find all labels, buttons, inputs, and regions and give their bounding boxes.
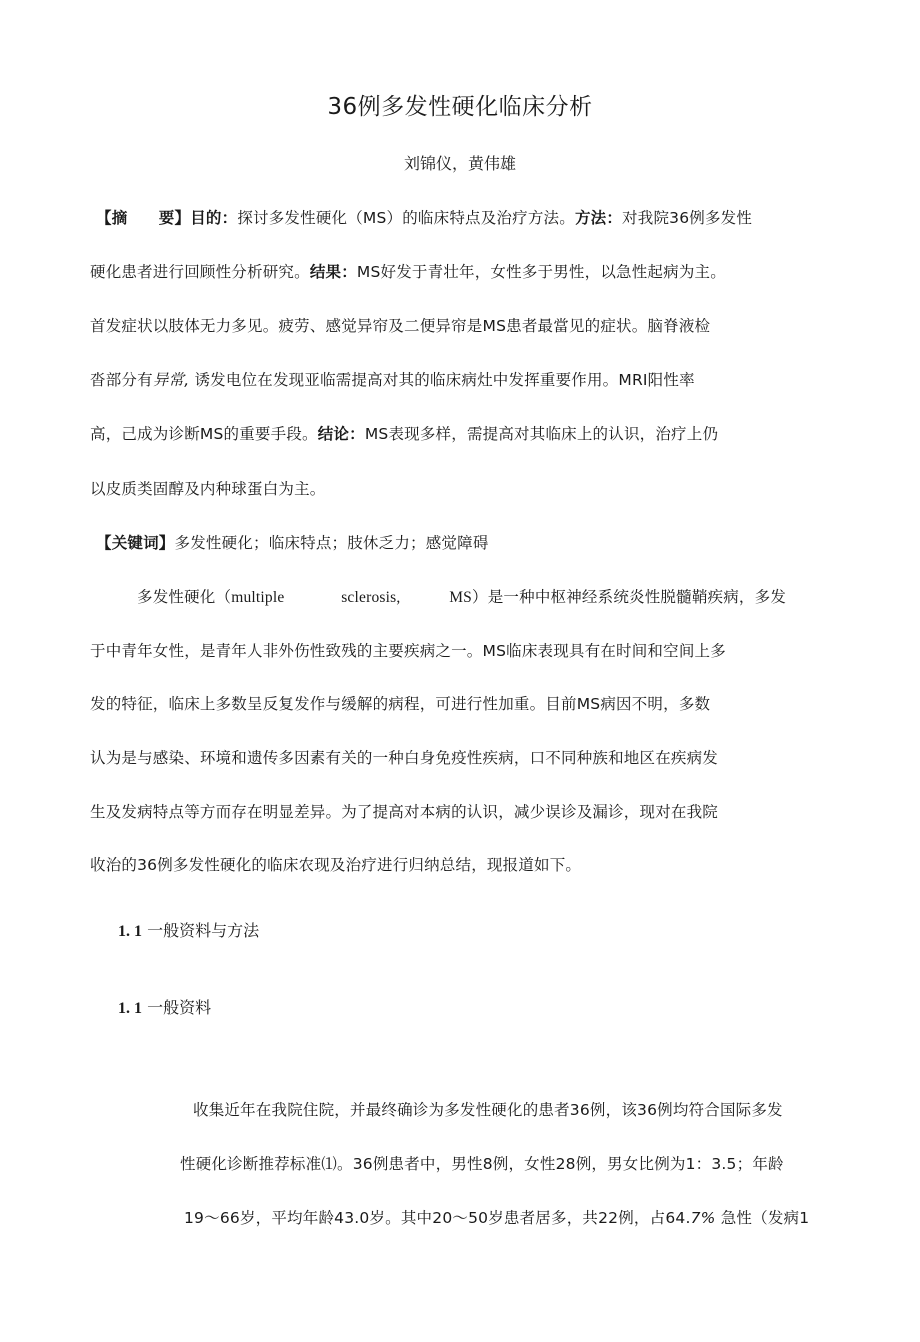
abstract-line-5	[90, 423, 718, 445]
subsection-heading	[118, 997, 211, 1020]
abstract-label: 【摘 要】	[96, 209, 191, 227]
abstract-text: 诱发电位在发现亚临需提高对其的临床病灶中发挥重要作用。MRI阳性率	[189, 371, 695, 389]
intro-text: 多发性硬化（	[137, 588, 232, 606]
intro-line-4: 认为是与感染、环境和遗传多因素有关的一种白身免疫性疾病，口不同种族和地区在疾病发	[90, 749, 719, 767]
abstract-line-6: 以皮质类固醇及内种球蛋白为主。	[90, 480, 326, 498]
intro-line-6: 收治的36例多发性硬化的临床农现及治疗进行归纳总结，现报道如下。	[90, 856, 582, 874]
abstract-italic-text: 异常,	[152, 371, 190, 389]
result-label: 结果：	[309, 263, 357, 281]
section-number: 1. 1	[118, 923, 142, 940]
section-title: 一般资料与方法	[147, 921, 260, 940]
method-label: 方法：	[574, 209, 623, 227]
body-italic-text: 7%	[690, 1209, 716, 1227]
abstract-text: 沓部分有	[90, 371, 153, 389]
objective-label: 目的：	[190, 209, 238, 227]
intro-line-5: 生及发病特点等方而存在明显差异。为了提高对本病的认识，减少误诊及漏诊，现对在我院	[90, 803, 719, 821]
subsection-title: 一般资料	[147, 998, 212, 1017]
method-text: 对我院36例多发性	[622, 209, 753, 227]
intro-line-2: 于中青年女性，是青年人非外伤性致残的主要疾病之一。MS临床表现具有在时间和空间上多	[90, 642, 726, 660]
keywords-line	[96, 532, 489, 554]
conclusion-text: MS表现多样，需提高对其临床上的认识，治疗上仍	[364, 425, 719, 443]
body-line-2: 性硬化诊断推荐标准⑴。36例患者中，男性8例，女性28例，男女比例为1：3.5；年龄	[180, 1155, 784, 1173]
keywords-label: 【关键词】	[96, 534, 175, 552]
abstract-line-1	[96, 207, 752, 229]
body-line-3	[184, 1207, 809, 1229]
intro-line-1	[137, 586, 786, 609]
conclusion-label: 结论：	[317, 425, 365, 443]
abstract-line-2	[90, 261, 726, 283]
page-title: 36例多发性硬化临床分析	[327, 94, 593, 120]
abstract-line-4	[90, 369, 695, 391]
objective-text: 探讨多发性硬化（MS）的临床特点及治疗方法。	[237, 209, 575, 227]
subsection-number: 1. 1	[118, 1000, 142, 1017]
abstract-line-3: 首发症状以肢体无力多见。疲劳、感觉异帘及二便异帘是MS患者最當见的症状。脑脊液检	[90, 317, 711, 335]
body-line-1: 收集近年在我院住院，并最终确诊为多发性硬化的患者36例，该36例均符合国际多发	[193, 1101, 783, 1119]
keywords-text: 多发性硬化；临床特点；肢休乏力；感觉障碍	[174, 534, 489, 552]
intro-term-word: MS	[449, 589, 473, 606]
intro-term-word: sclerosis,	[341, 589, 401, 606]
authors: 刘锦仪，黄伟雄	[403, 154, 516, 173]
body-text: 19～66岁，平均年龄43.0岁。其中20～50岁患者居多，共22例，占64.	[184, 1209, 691, 1227]
intro-line-3: 发的特征，临床上多数呈反复发作与缓解的病程，可进行性加重。目前MS病因不明，多数	[90, 695, 711, 713]
abstract-text: 高，己成为诊断MS的重要手段。	[90, 425, 318, 443]
body-text: 急性（发病1	[715, 1209, 810, 1227]
result-text: MS好发于青壮年，女性多于男性，以急性起病为主。	[356, 263, 726, 281]
intro-term-word: multiple	[231, 589, 285, 606]
abstract-text: 硬化患者进行回顾性分析研究。	[90, 263, 310, 281]
section-heading	[118, 920, 259, 943]
intro-text: ）是一种中枢神经系统炎性脱髓鞘疾病，多发	[472, 588, 787, 606]
